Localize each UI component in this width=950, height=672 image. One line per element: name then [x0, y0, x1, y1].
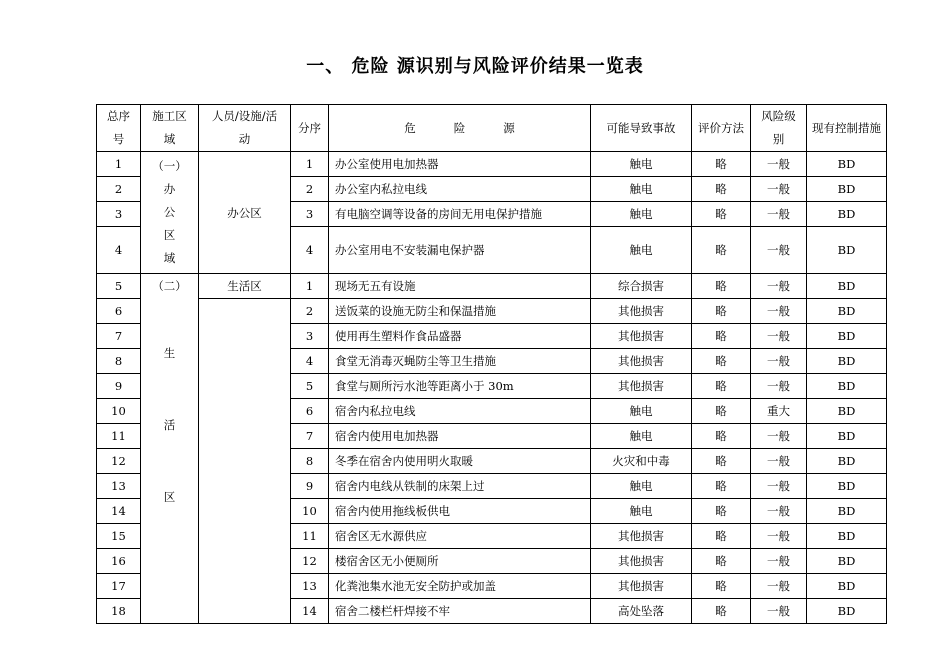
cell-method: 略: [692, 449, 751, 474]
people-office: 办公区: [199, 152, 291, 274]
cell-control: BD: [807, 274, 887, 299]
cell-control: BD: [807, 374, 887, 399]
cell-risk: 一般: [751, 574, 807, 599]
cell-hazard: 办公室内私拉电线: [329, 177, 591, 202]
cell-accident: 触电: [591, 424, 692, 449]
header-people: 人员/设施/活 动: [199, 105, 291, 152]
cell-hazard: 办公室用电不安装漏电保护器: [329, 227, 591, 274]
cell-hazard: 冬季在宿舍内使用明火取暖: [329, 449, 591, 474]
header-row: [97, 105, 887, 152]
cell-sub: 4: [291, 227, 329, 274]
cell-control: BD: [807, 524, 887, 549]
cell-control: BD: [807, 152, 887, 177]
cell-sub: 6: [291, 399, 329, 424]
cell-control: BD: [807, 449, 887, 474]
cell-no: 11: [97, 424, 141, 449]
cell-accident: 触电: [591, 177, 692, 202]
cell-no: 8: [97, 349, 141, 374]
cell-hazard: 宿舍二楼栏杆焊接不牢: [329, 599, 591, 624]
cell-hazard: 宿舍内电线从铁制的床架上过: [329, 474, 591, 499]
cell-risk: 一般: [751, 274, 807, 299]
cell-risk: 一般: [751, 524, 807, 549]
cell-accident: 其他损害: [591, 574, 692, 599]
cell-accident: 其他损害: [591, 299, 692, 324]
cell-method: 略: [692, 274, 751, 299]
cell-control: BD: [807, 177, 887, 202]
cell-no: 18: [97, 599, 141, 624]
people-living-blank: [199, 299, 291, 624]
cell-method: 略: [692, 177, 751, 202]
cell-control: BD: [807, 299, 887, 324]
cell-no: 12: [97, 449, 141, 474]
people-living: 生活区: [199, 274, 291, 299]
cell-method: 略: [692, 549, 751, 574]
cell-accident: 其他损害: [591, 324, 692, 349]
cell-risk: 重大: [751, 399, 807, 424]
cell-control: BD: [807, 202, 887, 227]
cell-no: 5: [97, 274, 141, 299]
cell-control: BD: [807, 499, 887, 524]
cell-method: 略: [692, 324, 751, 349]
cell-no: 1: [97, 152, 141, 177]
header-control: 现有控制措施: [807, 105, 887, 152]
cell-control: BD: [807, 599, 887, 624]
cell-risk: 一般: [751, 374, 807, 399]
cell-method: 略: [692, 202, 751, 227]
hazard-table: [96, 104, 887, 624]
cell-control: BD: [807, 227, 887, 274]
cell-risk: 一般: [751, 152, 807, 177]
cell-accident: 触电: [591, 202, 692, 227]
cell-no: 17: [97, 574, 141, 599]
cell-sub: 5: [291, 374, 329, 399]
area-living: 生 活 区: [141, 299, 199, 624]
cell-control: BD: [807, 474, 887, 499]
cell-accident: 高处坠落: [591, 599, 692, 624]
cell-sub: 2: [291, 177, 329, 202]
cell-accident: 触电: [591, 227, 692, 274]
cell-accident: 触电: [591, 399, 692, 424]
cell-sub: 7: [291, 424, 329, 449]
cell-no: 2: [97, 177, 141, 202]
cell-method: 略: [692, 474, 751, 499]
header-risk-level: 风险级 别: [751, 105, 807, 152]
cell-hazard: 食堂与厕所污水池等距离小于 30m: [329, 374, 591, 399]
cell-no: 7: [97, 324, 141, 349]
cell-sub: 12: [291, 549, 329, 574]
cell-hazard: 使用再生塑料作食品盛器: [329, 324, 591, 349]
cell-risk: 一般: [751, 474, 807, 499]
cell-accident: 触电: [591, 152, 692, 177]
cell-sub: 3: [291, 324, 329, 349]
cell-accident: 其他损害: [591, 549, 692, 574]
cell-method: 略: [692, 399, 751, 424]
cell-control: BD: [807, 399, 887, 424]
cell-risk: 一般: [751, 549, 807, 574]
cell-hazard: 宿舍区无水源供应: [329, 524, 591, 549]
header-total-no: 总序 号: [97, 105, 141, 152]
cell-sub: 9: [291, 474, 329, 499]
cell-accident: 触电: [591, 499, 692, 524]
cell-accident: 火灾和中毒: [591, 449, 692, 474]
cell-risk: 一般: [751, 202, 807, 227]
header-hazard: 危 险 源: [329, 105, 591, 152]
cell-risk: 一般: [751, 299, 807, 324]
table-row: [97, 152, 887, 177]
cell-no: 10: [97, 399, 141, 424]
cell-hazard: 宿舍内使用拖线板供电: [329, 499, 591, 524]
cell-accident: 其他损害: [591, 524, 692, 549]
area-office: （一） 办 公 区 域: [141, 152, 199, 274]
cell-control: BD: [807, 574, 887, 599]
cell-sub: 4: [291, 349, 329, 374]
table-row: [97, 274, 887, 299]
cell-hazard: 办公室使用电加热器: [329, 152, 591, 177]
cell-control: BD: [807, 424, 887, 449]
cell-hazard: 化粪池集水池无安全防护或加盖: [329, 574, 591, 599]
table-row: [97, 299, 887, 324]
cell-control: BD: [807, 324, 887, 349]
cell-no: 13: [97, 474, 141, 499]
cell-method: 略: [692, 374, 751, 399]
cell-risk: 一般: [751, 599, 807, 624]
cell-hazard: 送饭菜的设施无防尘和保温措施: [329, 299, 591, 324]
cell-method: 略: [692, 299, 751, 324]
cell-risk: 一般: [751, 449, 807, 474]
cell-sub: 8: [291, 449, 329, 474]
cell-no: 15: [97, 524, 141, 549]
cell-risk: 一般: [751, 177, 807, 202]
cell-accident: 其他损害: [591, 349, 692, 374]
cell-control: BD: [807, 549, 887, 574]
cell-hazard: 宿舍内使用电加热器: [329, 424, 591, 449]
cell-no: 3: [97, 202, 141, 227]
cell-sub: 13: [291, 574, 329, 599]
cell-hazard: 现场无五有设施: [329, 274, 591, 299]
cell-method: 略: [692, 152, 751, 177]
cell-method: 略: [692, 524, 751, 549]
header-sub-no: 分序: [291, 105, 329, 152]
cell-hazard: 有电脑空调等设备的房间无用电保护措施: [329, 202, 591, 227]
cell-hazard: 食堂无消毒灭蝇防尘等卫生措施: [329, 349, 591, 374]
cell-risk: 一般: [751, 227, 807, 274]
cell-risk: 一般: [751, 424, 807, 449]
cell-risk: 一般: [751, 499, 807, 524]
cell-method: 略: [692, 499, 751, 524]
cell-sub: 3: [291, 202, 329, 227]
cell-sub: 1: [291, 274, 329, 299]
cell-risk: 一般: [751, 349, 807, 374]
header-area: 施工区 域: [141, 105, 199, 152]
cell-sub: 11: [291, 524, 329, 549]
cell-method: 略: [692, 349, 751, 374]
cell-accident: 综合损害: [591, 274, 692, 299]
cell-no: 4: [97, 227, 141, 274]
header-method: 评价方法: [692, 105, 751, 152]
cell-no: 6: [97, 299, 141, 324]
cell-accident: 触电: [591, 474, 692, 499]
page-title: 一、 危险 源识别与风险评价结果一览表: [306, 56, 644, 77]
cell-no: 9: [97, 374, 141, 399]
cell-sub: 10: [291, 499, 329, 524]
cell-sub: 1: [291, 152, 329, 177]
area-living-head: （二）: [141, 274, 199, 299]
cell-control: BD: [807, 349, 887, 374]
cell-method: 略: [692, 424, 751, 449]
cell-hazard: 楼宿舍区无小便厕所: [329, 549, 591, 574]
cell-accident: 其他损害: [591, 374, 692, 399]
cell-no: 16: [97, 549, 141, 574]
cell-sub: 2: [291, 299, 329, 324]
cell-method: 略: [692, 599, 751, 624]
header-accident: 可能导致事故: [591, 105, 692, 152]
cell-method: 略: [692, 227, 751, 274]
cell-hazard: 宿舍内私拉电线: [329, 399, 591, 424]
cell-risk: 一般: [751, 324, 807, 349]
cell-method: 略: [692, 574, 751, 599]
cell-no: 14: [97, 499, 141, 524]
cell-sub: 14: [291, 599, 329, 624]
